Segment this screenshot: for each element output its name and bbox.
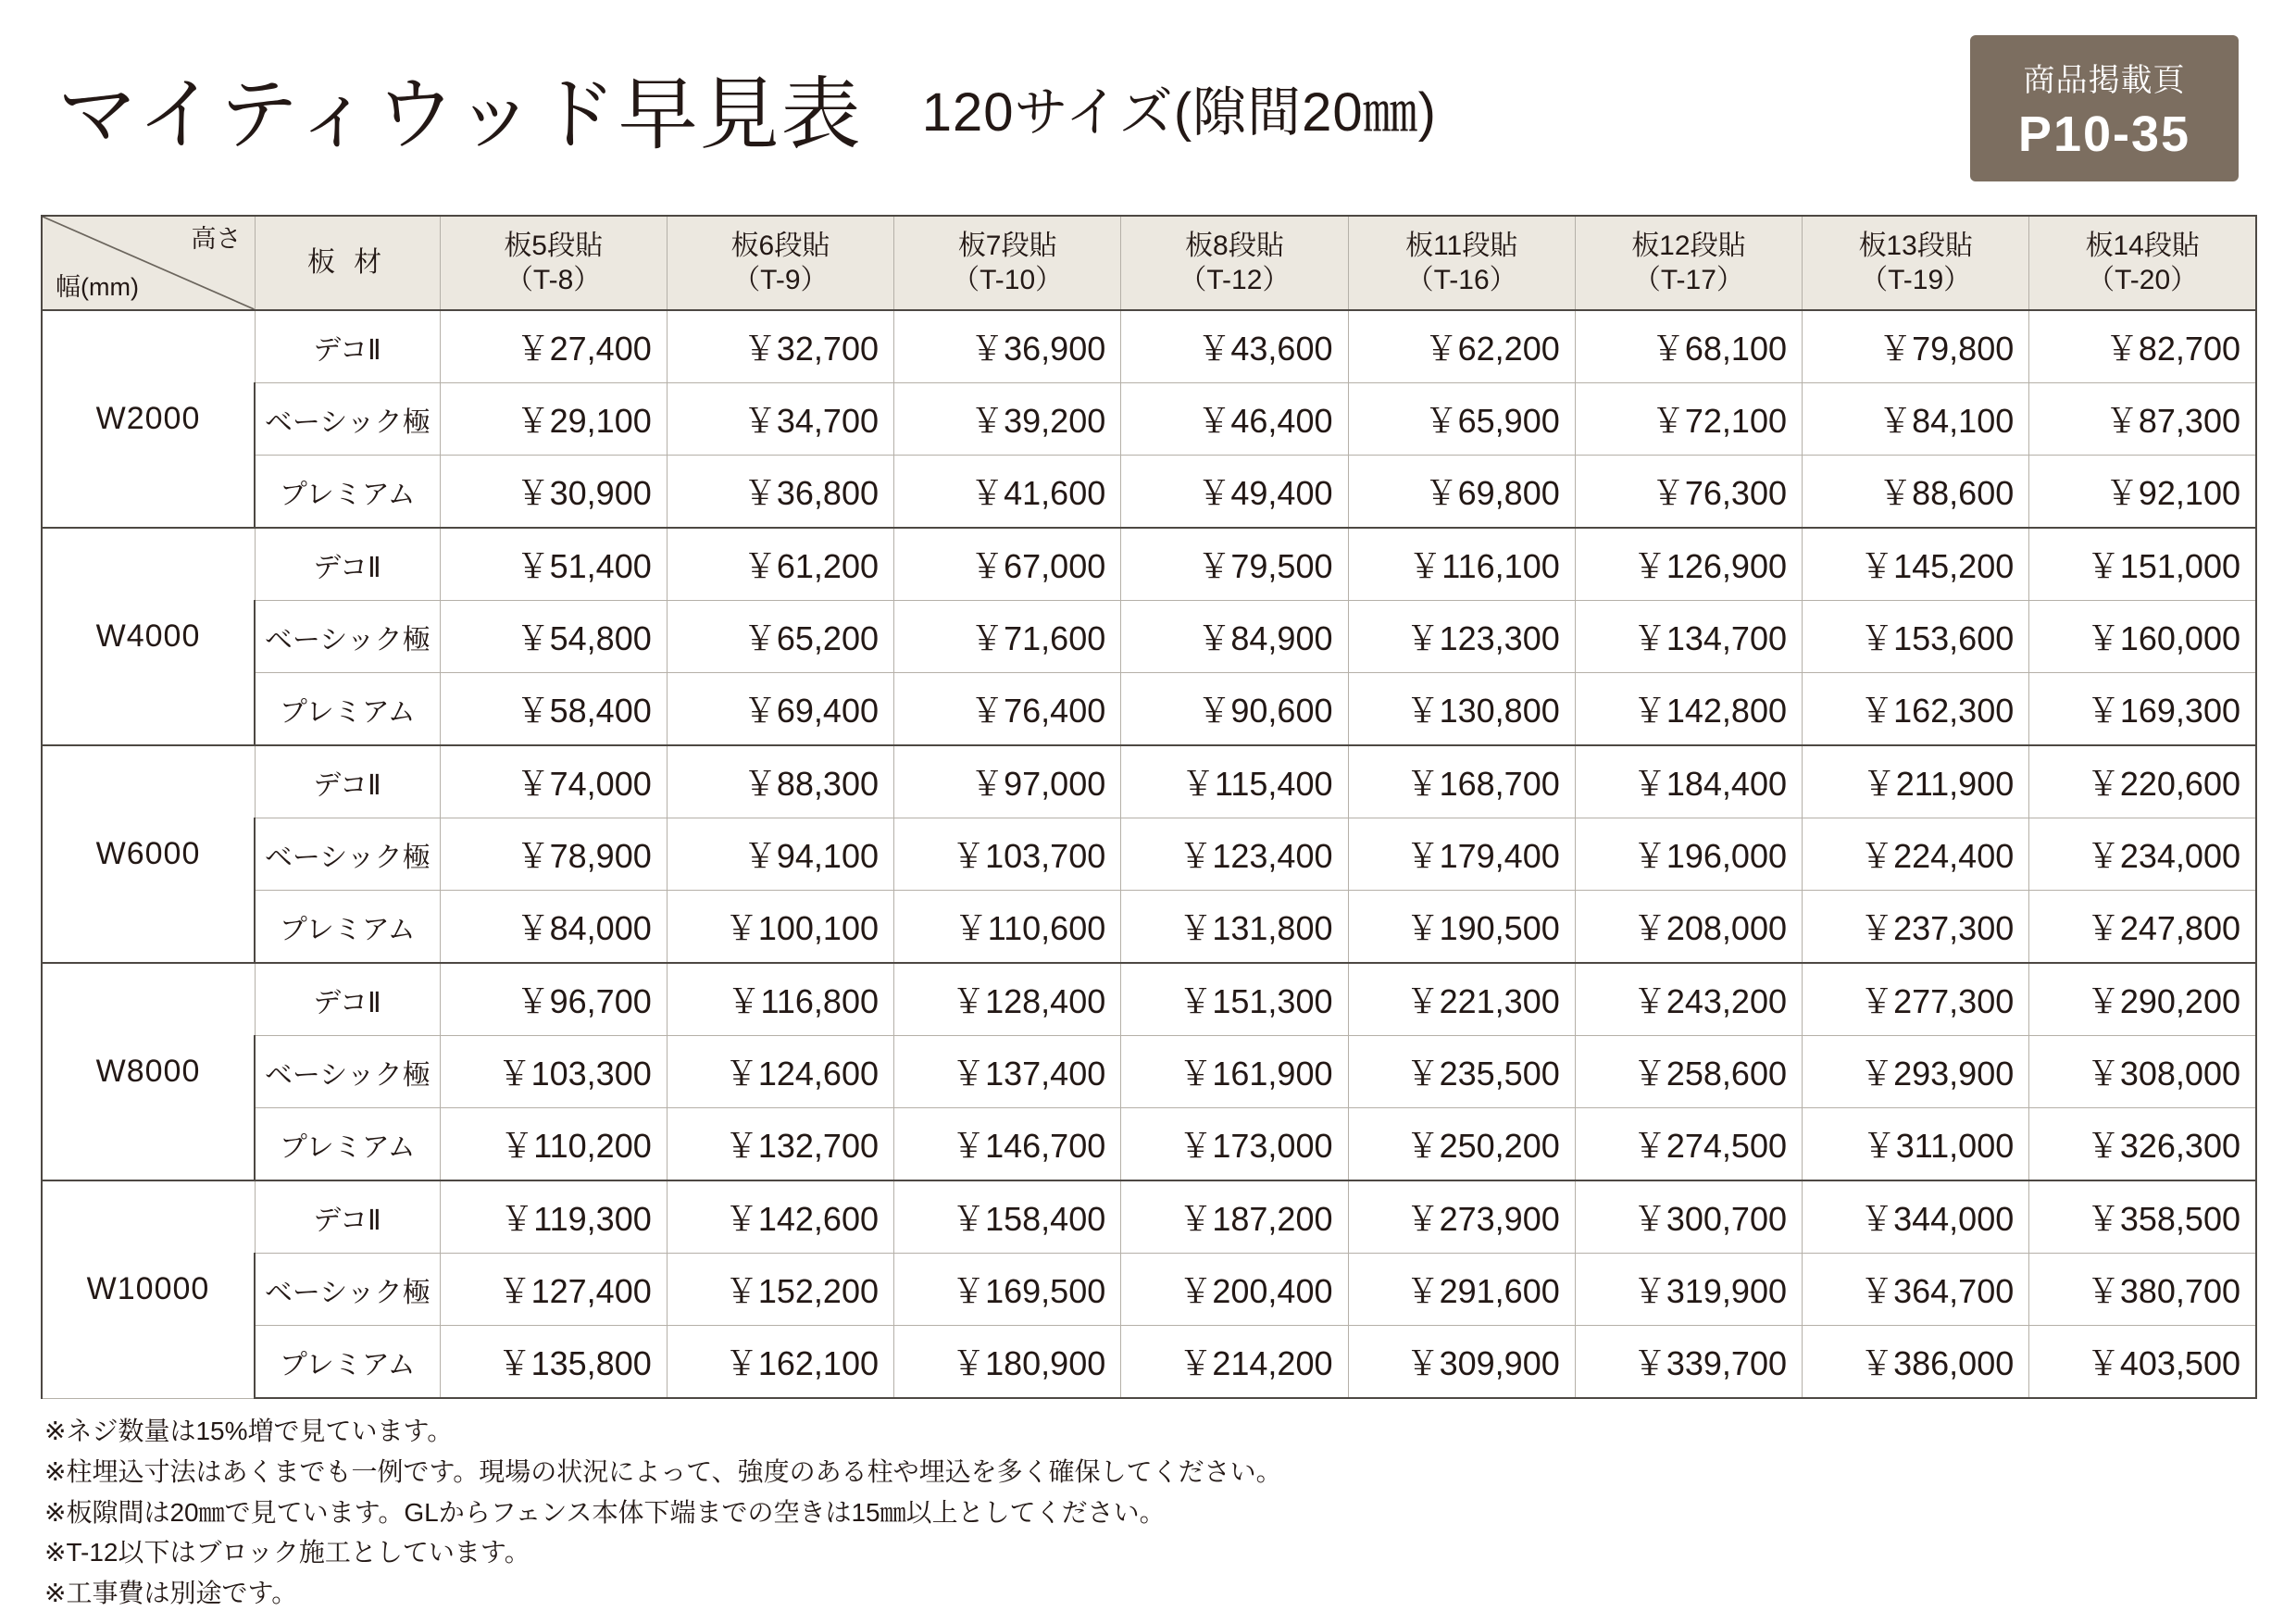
- footnote-item: ※T-12以下はブロック施工としています。: [44, 1538, 530, 1567]
- price-cell: ￥364,700: [1803, 1254, 2029, 1326]
- price-cell: ￥142,800: [1575, 673, 1802, 746]
- price-cell: ￥380,700: [2029, 1254, 2256, 1326]
- column-header-line2: （T-19）: [1860, 265, 1972, 295]
- price-cell: ￥88,600: [1803, 456, 2029, 529]
- catalog-page-badge: [1970, 35, 2239, 181]
- badge-label: 商品掲載頁: [2023, 62, 2186, 98]
- price-cell: ￥293,900: [1803, 1036, 2029, 1108]
- price-cell: ￥69,400: [667, 673, 893, 746]
- price-cell: ￥162,100: [667, 1326, 893, 1399]
- price-cell: ￥234,000: [2029, 818, 2256, 891]
- price-cell: ￥208,000: [1575, 891, 1802, 964]
- material-label: プレミアム: [255, 456, 440, 529]
- price-cell: ￥54,800: [440, 601, 667, 673]
- price-cell: ￥221,300: [1348, 963, 1575, 1036]
- price-cell: ￥126,900: [1575, 528, 1802, 601]
- material-label: ベーシック極: [255, 1036, 440, 1108]
- price-cell: ￥67,000: [894, 528, 1121, 601]
- table-row: [42, 818, 2256, 891]
- material-label: ベーシック極: [255, 1254, 440, 1326]
- price-cell: ￥97,000: [894, 745, 1121, 818]
- material-label: プレミアム: [255, 891, 440, 964]
- material-label: ベーシック極: [255, 818, 440, 891]
- price-cell: ￥237,300: [1803, 891, 2029, 964]
- column-header-line2: （T-9）: [732, 265, 829, 295]
- price-cell: ￥168,700: [1348, 745, 1575, 818]
- table-row: [42, 1180, 2256, 1254]
- price-cell: ￥110,600: [894, 891, 1121, 964]
- table-row: [42, 891, 2256, 964]
- price-cell: ￥308,000: [2029, 1036, 2256, 1108]
- price-cell: ￥110,200: [440, 1108, 667, 1181]
- price-cell: ￥62,200: [1348, 310, 1575, 383]
- footnotes: [0, 1399, 2296, 1611]
- price-cell: ￥76,400: [894, 673, 1121, 746]
- column-header-line2: （T-20）: [2087, 265, 2199, 295]
- column-header-t9: [667, 216, 893, 310]
- material-label: ベーシック極: [255, 383, 440, 456]
- width-label-w2000: W2000: [42, 310, 255, 528]
- price-cell: ￥49,400: [1121, 456, 1348, 529]
- column-header-t12: [1121, 216, 1348, 310]
- price-cell: ￥51,400: [440, 528, 667, 601]
- column-header-t10: [894, 216, 1121, 310]
- column-header-line1: 板11段貼: [1405, 230, 1518, 261]
- page-header: [0, 0, 2296, 215]
- footnote-item: ※ネジ数量は15%増で見ています。: [44, 1417, 454, 1445]
- table-row: [42, 1326, 2256, 1399]
- price-cell: ￥135,800: [440, 1326, 667, 1399]
- table-row: [42, 601, 2256, 673]
- width-label-w4000: W4000: [42, 528, 255, 745]
- price-table-wrap: [0, 215, 2296, 1399]
- price-cell: ￥84,000: [440, 891, 667, 964]
- price-cell: ￥300,700: [1575, 1180, 1802, 1254]
- material-label: デコⅡ: [255, 745, 440, 818]
- price-cell: ￥403,500: [2029, 1326, 2256, 1399]
- price-cell: ￥169,300: [2029, 673, 2256, 746]
- width-label-w10000: W10000: [42, 1180, 255, 1398]
- price-cell: ￥132,700: [667, 1108, 893, 1181]
- column-header-line2: （T-12）: [1179, 265, 1291, 295]
- price-cell: ￥116,100: [1348, 528, 1575, 601]
- price-cell: ￥87,300: [2029, 383, 2256, 456]
- price-cell: ￥127,400: [440, 1254, 667, 1326]
- price-cell: ￥214,200: [1121, 1326, 1348, 1399]
- price-cell: ￥115,400: [1121, 745, 1348, 818]
- price-cell: ￥34,700: [667, 383, 893, 456]
- table-row: [42, 673, 2256, 746]
- corner-height-label: 高さ: [191, 225, 242, 253]
- price-cell: ￥196,000: [1575, 818, 1802, 891]
- corner-header-cell: [42, 216, 255, 310]
- price-cell: ￥158,400: [894, 1180, 1121, 1254]
- price-cell: ￥130,800: [1348, 673, 1575, 746]
- table-row: [42, 1254, 2256, 1326]
- column-header-t19: [1803, 216, 2029, 310]
- price-cell: ￥76,300: [1575, 456, 1802, 529]
- price-cell: ￥145,200: [1803, 528, 2029, 601]
- material-column-header: 板 材: [255, 216, 440, 310]
- price-cell: ￥92,100: [2029, 456, 2256, 529]
- price-cell: ￥179,400: [1348, 818, 1575, 891]
- column-header-line1: 板8段貼: [1185, 230, 1284, 261]
- price-cell: ￥131,800: [1121, 891, 1348, 964]
- price-cell: ￥71,600: [894, 601, 1121, 673]
- price-cell: ￥78,900: [440, 818, 667, 891]
- footnote-item: ※工事費は別途です。: [44, 1579, 298, 1608]
- material-label: デコⅡ: [255, 963, 440, 1036]
- price-cell: ￥291,600: [1348, 1254, 1575, 1326]
- column-header-line2: （T-8）: [505, 265, 602, 295]
- material-label: デコⅡ: [255, 528, 440, 601]
- price-cell: ￥358,500: [2029, 1180, 2256, 1254]
- price-cell: ￥146,700: [894, 1108, 1121, 1181]
- price-cell: ￥116,800: [667, 963, 893, 1036]
- price-cell: ￥27,400: [440, 310, 667, 383]
- price-cell: ￥103,700: [894, 818, 1121, 891]
- price-cell: ￥169,500: [894, 1254, 1121, 1326]
- material-label: プレミアム: [255, 1326, 440, 1399]
- price-cell: ￥124,600: [667, 1036, 893, 1108]
- price-cell: ￥119,300: [440, 1180, 667, 1254]
- table-header-row: [42, 216, 2256, 310]
- price-cell: ￥96,700: [440, 963, 667, 1036]
- price-cell: ￥29,100: [440, 383, 667, 456]
- column-header-t20: [2029, 216, 2256, 310]
- price-cell: ￥173,000: [1121, 1108, 1348, 1181]
- price-cell: ￥220,600: [2029, 745, 2256, 818]
- price-cell: ￥74,000: [440, 745, 667, 818]
- price-cell: ￥200,400: [1121, 1254, 1348, 1326]
- width-label-w8000: W8000: [42, 963, 255, 1180]
- table-row: [42, 456, 2256, 529]
- price-cell: ￥137,400: [894, 1036, 1121, 1108]
- price-cell: ￥69,800: [1348, 456, 1575, 529]
- column-header-line2: （T-16）: [1405, 265, 1517, 295]
- material-label: プレミアム: [255, 1108, 440, 1181]
- table-row: [42, 745, 2256, 818]
- price-cell: ￥153,600: [1803, 601, 2029, 673]
- price-cell: ￥326,300: [2029, 1108, 2256, 1181]
- price-cell: ￥211,900: [1803, 745, 2029, 818]
- price-cell: ￥30,900: [440, 456, 667, 529]
- price-cell: ￥344,000: [1803, 1180, 2029, 1254]
- price-cell: ￥161,900: [1121, 1036, 1348, 1108]
- price-cell: ￥46,400: [1121, 383, 1348, 456]
- price-cell: ￥123,300: [1348, 601, 1575, 673]
- table-row: [42, 1108, 2256, 1181]
- price-cell: ￥72,100: [1575, 383, 1802, 456]
- column-header-line1: 板6段貼: [730, 230, 830, 261]
- price-cell: ￥190,500: [1348, 891, 1575, 964]
- price-cell: ￥311,000: [1803, 1108, 2029, 1181]
- column-header-line2: （T-10）: [952, 265, 1064, 295]
- price-cell: ￥128,400: [894, 963, 1121, 1036]
- column-header-t17: [1575, 216, 1802, 310]
- price-cell: ￥79,500: [1121, 528, 1348, 601]
- page-subtitle: 120サイズ(隙間20㎜): [921, 82, 1437, 143]
- price-cell: ￥277,300: [1803, 963, 2029, 1036]
- price-cell: ￥273,900: [1348, 1180, 1575, 1254]
- material-label: デコⅡ: [255, 310, 440, 383]
- price-cell: ￥103,300: [440, 1036, 667, 1108]
- price-cell: ￥180,900: [894, 1326, 1121, 1399]
- column-header-t8: [440, 216, 667, 310]
- price-cell: ￥84,100: [1803, 383, 2029, 456]
- price-cell: ￥250,200: [1348, 1108, 1575, 1181]
- price-cell: ￥319,900: [1575, 1254, 1802, 1326]
- price-cell: ￥41,600: [894, 456, 1121, 529]
- column-header-line1: 板7段貼: [957, 230, 1057, 261]
- price-cell: ￥247,800: [2029, 891, 2256, 964]
- price-cell: ￥184,400: [1575, 745, 1802, 818]
- price-cell: ￥84,900: [1121, 601, 1348, 673]
- column-header-line1: 板14段貼: [2085, 230, 2200, 261]
- price-cell: ￥386,000: [1803, 1326, 2029, 1399]
- price-cell: ￥151,300: [1121, 963, 1348, 1036]
- price-cell: ￥65,200: [667, 601, 893, 673]
- table-row: [42, 963, 2256, 1036]
- price-cell: ￥82,700: [2029, 310, 2256, 383]
- price-cell: ￥224,400: [1803, 818, 2029, 891]
- price-cell: ￥274,500: [1575, 1108, 1802, 1181]
- price-cell: ￥58,400: [440, 673, 667, 746]
- material-label: デコⅡ: [255, 1180, 440, 1254]
- price-table-body: [42, 310, 2256, 1398]
- material-label: プレミアム: [255, 673, 440, 746]
- price-cell: ￥151,000: [2029, 528, 2256, 601]
- table-row: [42, 310, 2256, 383]
- price-cell: ￥43,600: [1121, 310, 1348, 383]
- price-cell: ￥142,600: [667, 1180, 893, 1254]
- price-cell: ￥88,300: [667, 745, 893, 818]
- corner-width-label: 幅(mm): [56, 273, 139, 302]
- price-cell: ￥309,900: [1348, 1326, 1575, 1399]
- price-cell: ￥243,200: [1575, 963, 1802, 1036]
- table-row: [42, 383, 2256, 456]
- price-table: [41, 215, 2257, 1399]
- column-header-line1: 板5段貼: [504, 230, 603, 261]
- badge-value: P10-35: [2017, 106, 2191, 162]
- price-cell: ￥134,700: [1575, 601, 1802, 673]
- material-label: ベーシック極: [255, 601, 440, 673]
- price-cell: ￥68,100: [1575, 310, 1802, 383]
- price-cell: ￥36,800: [667, 456, 893, 529]
- price-cell: ￥94,100: [667, 818, 893, 891]
- price-cell: ￥339,700: [1575, 1326, 1802, 1399]
- column-header-line1: 板13段貼: [1858, 230, 1973, 261]
- price-cell: ￥65,900: [1348, 383, 1575, 456]
- column-header-t16: [1348, 216, 1575, 310]
- price-cell: ￥32,700: [667, 310, 893, 383]
- price-cell: ￥123,400: [1121, 818, 1348, 891]
- price-cell: ￥162,300: [1803, 673, 2029, 746]
- price-cell: ￥152,200: [667, 1254, 893, 1326]
- price-table-head: [42, 216, 2256, 310]
- footnote-item: ※柱埋込寸法はあくまでも一例です。現場の状況によって、強度のある柱や埋込を多く確保してください。: [44, 1456, 1282, 1486]
- width-label-w6000: W6000: [42, 745, 255, 963]
- price-cell: ￥235,500: [1348, 1036, 1575, 1108]
- price-cell: ￥290,200: [2029, 963, 2256, 1036]
- price-cell: ￥187,200: [1121, 1180, 1348, 1254]
- price-cell: ￥258,600: [1575, 1036, 1802, 1108]
- footnote-item: ※板隙間は20㎜で見ています。GLからフェンス本体下端までの空きは15㎜以上としてください。: [44, 1497, 1166, 1527]
- price-cell: ￥39,200: [894, 383, 1121, 456]
- table-row: [42, 528, 2256, 601]
- column-header-line1: 板12段貼: [1631, 230, 1746, 261]
- price-cell: ￥160,000: [2029, 601, 2256, 673]
- column-header-line2: （T-17）: [1632, 265, 1744, 295]
- price-cell: ￥36,900: [894, 310, 1121, 383]
- page-title: マイティウッド早見表: [57, 70, 863, 159]
- table-row: [42, 1036, 2256, 1108]
- price-cell: ￥90,600: [1121, 673, 1348, 746]
- price-cell: ￥79,800: [1803, 310, 2029, 383]
- price-cell: ￥100,100: [667, 891, 893, 964]
- price-cell: ￥61,200: [667, 528, 893, 601]
